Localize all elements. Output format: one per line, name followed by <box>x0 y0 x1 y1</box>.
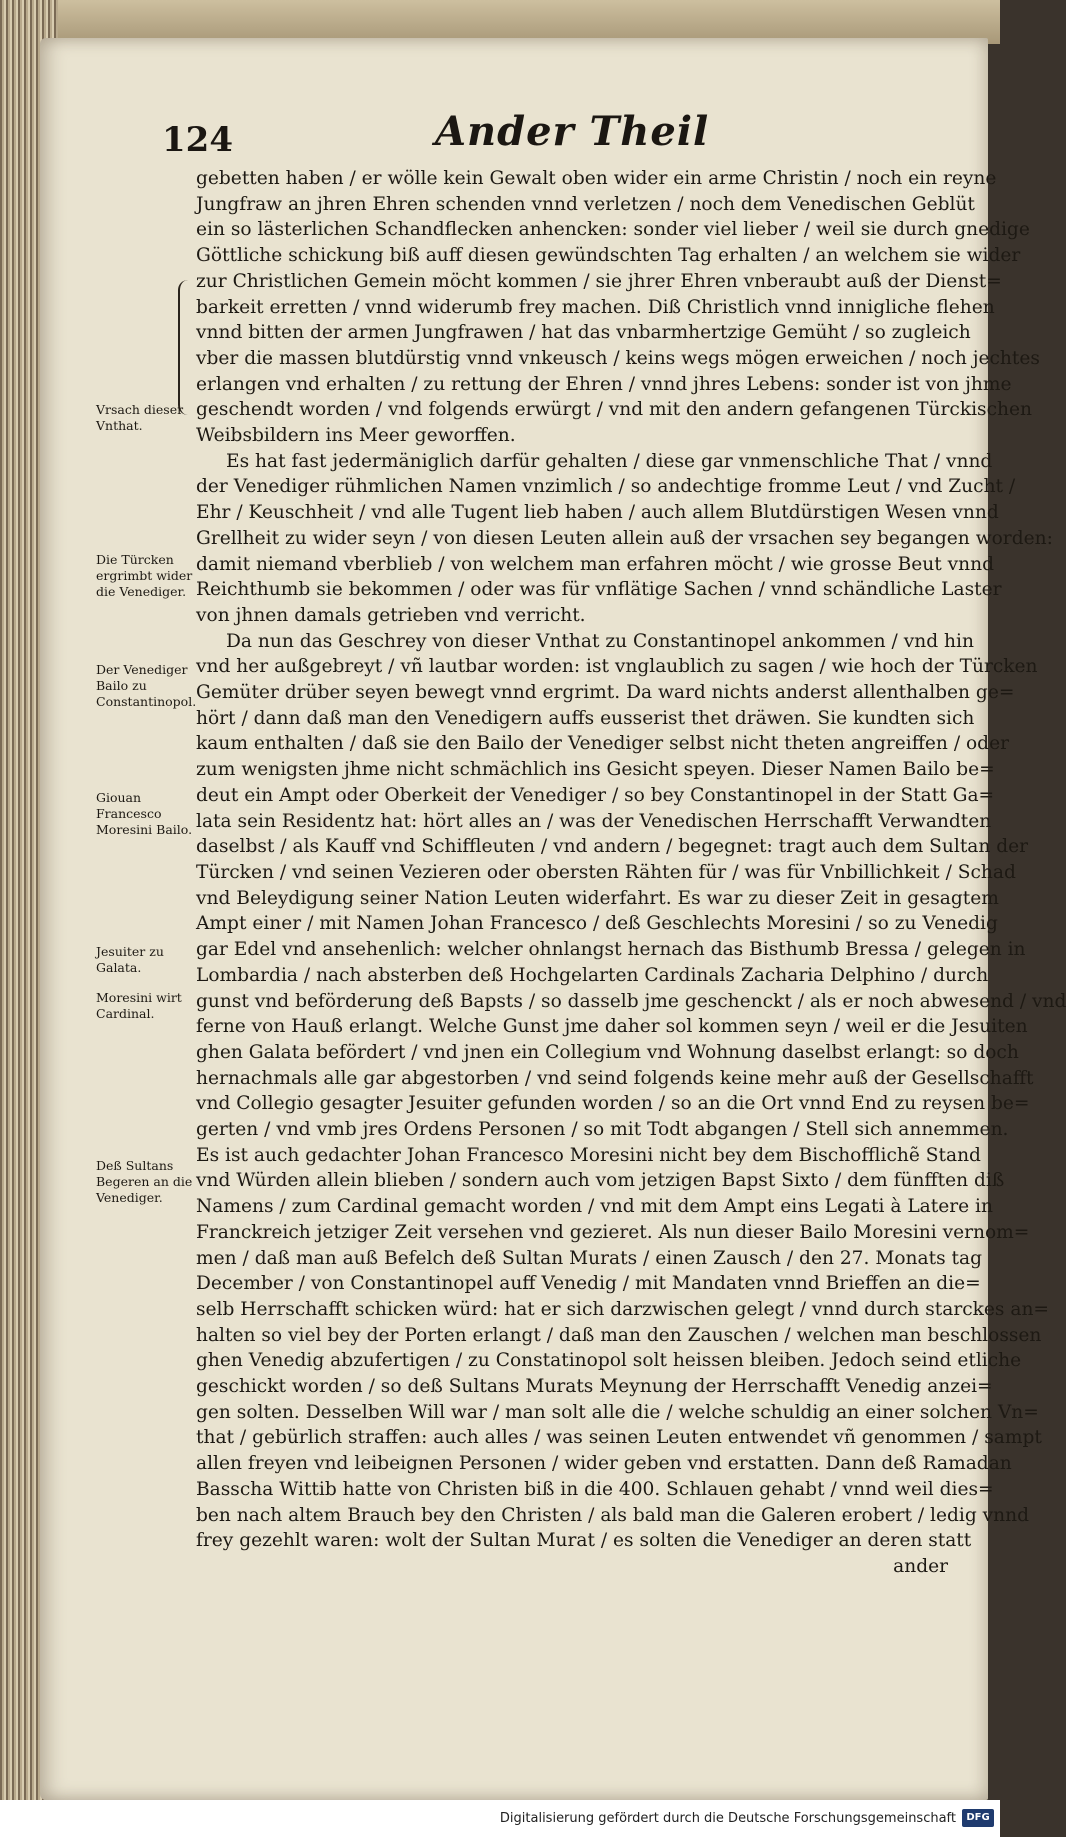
text-line: vnnd bitten der armen Jungfrawen / hat das vnbarmhertzige Gemüht / so zugleich <box>196 322 971 344</box>
text-line: Grellheit zu wider seyn / von diesen Leuten allein auß der vrsachen sey begangen worden: <box>196 527 1053 549</box>
text-line: gerten / vnd vmb jres Ordens Personen / so mit Todt abgangen / Stell sich annemmen. <box>196 1119 1009 1141</box>
text-line: Lombardia / nach absterben deß Hochgelarten Cardinals Zacharia Delphino / durch <box>196 964 989 986</box>
page-number: 124 <box>162 120 233 160</box>
text-line: that / gebürlich straffen: auch alles / was seinen Leuten entwendet vñ genommen / sampt <box>196 1427 1042 1449</box>
text-line: der Venediger rühmlichen Namen vnzimlich / so andechtige fromme Leut / vnd Zucht / <box>196 476 1016 498</box>
text-line: Jungfraw an jhren Ehren schenden vnnd verletzen / noch dem Venedischen Geblüt <box>196 193 975 215</box>
text-line: kaum enthalten / daß sie den Bailo der Venediger selbst nicht theten angreiffen / oder <box>196 733 1009 755</box>
text-line: von jhnen damals getrieben vnd verricht. <box>196 604 586 626</box>
text-line: barkeit erretten / vnnd widerumb frey machen. Diß Christlich vnnd innigliche flehen <box>196 296 995 318</box>
text-line: ghen Galata befördert / vnd jnen ein Collegium vnd Wohnung daselbst erlangt: so doch <box>196 1041 1019 1063</box>
text-line: halten so viel bey der Porten erlangt / daß man den Zauschen / welchen man beschlossen <box>196 1324 1042 1346</box>
marginal-note: Die Türcken ergrimbt wider die Venediger. <box>96 552 193 599</box>
text-line: Weibsbildern ins Meer geworffen. <box>196 425 516 447</box>
text-line: Gemüter drüber seyen bewegt vnnd ergrimt. Da ward nichts anderst allenthalben ge= <box>196 682 1015 704</box>
text-line: damit niemand vberblieb / von welchem man erfahren möcht / wie grosse Beut vnnd <box>196 553 994 575</box>
text-line: Ehr / Keuschheit / vnd alle Tugent lieb haben / auch allem Blutdürstigen Wesen vnnd <box>196 502 999 524</box>
text-line: gunst vnd beförderung deß Bapsts / so dasselb jme geschenckt / als er noch abwesend / vnd <box>196 990 1066 1012</box>
text-line: erlangen vnd erhalten / zu rettung der Ehren / vnnd jhres Lebens: sonder ist von jhme <box>196 373 1012 395</box>
text-line: lata sein Residentz hat: hört alles an / was der Venedischen Herrschafft Verwandten <box>196 810 992 832</box>
footer-credit: Digitalisierung gefördert durch die Deutsche Forschungsgemeinschaft <box>499 1811 956 1826</box>
marginal-note: Moresini wirt Cardinal. <box>96 990 182 1021</box>
text-line: selb Herrschafft schicken würd: hat er sich darzwischen gelegt / vnnd durch starckes an= <box>196 1298 1050 1320</box>
text-line: geschickt worden / so deß Sultans Murats Meynung der Herrschafft Venedig anzei= <box>196 1376 993 1398</box>
text-line: Es hat fast jedermäniglich darfür gehalten / diese gar vnmenschliche That / vnnd <box>226 450 993 472</box>
text-line: vber die massen blutdürstig vnnd vnkeusch / keins wegs mögen erweichen / noch jechtes <box>196 347 1040 369</box>
dfg-logo: DFG <box>962 1809 994 1827</box>
marginal-note: Jesuiter zu Galata. <box>96 944 164 975</box>
marginal-note: Deß Sultans Begeren an die Venediger. <box>96 1158 193 1205</box>
marginal-note: Vrsach dieser Vnthat. <box>96 402 184 433</box>
text-line: hört / dann daß man den Venedigern auffs eusserist thet dräwen. Sie kundten sich <box>196 707 975 729</box>
text-line: geschendt worden / vnd folgends erwürgt / vnd mit den andern gefangenen Türckischen <box>196 399 1032 421</box>
running-header: Ander Theil <box>435 108 710 155</box>
text-line: vnd her außgebreyt / vñ lautbar worden: ist vnglaublich zu sagen / wie hoch der Türcken <box>196 656 1038 678</box>
text-line: ghen Venedig abzufertigen / zu Constatinopol solt heissen bleiben. Jedoch seind etliche <box>196 1350 1022 1372</box>
text-line: December / von Constantinopel auff Venedig / mit Mandaten vnnd Brieffen an die= <box>196 1273 981 1295</box>
text-line: deut ein Ampt oder Oberkeit der Venediger / so bey Constantinopel in der Statt Ga= <box>196 784 995 806</box>
text-line: gen solten. Desselben Will war / man solt alle die / welche schuldig an einer solchen Vn= <box>196 1401 1039 1423</box>
text-line: Basscha Wittib hatte von Christen biß in die 400. Schlauen gehabt / vnnd weil dies= <box>196 1478 994 1500</box>
marginal-note: Der Venediger Bailo zu Constantinopol. <box>96 662 197 709</box>
text-line: ander <box>893 1555 948 1577</box>
text-line: zur Christlichen Gemein möcht kommen / sie jhrer Ehren vnberaubt auß der Dienst= <box>196 270 1002 292</box>
digitization-footer <box>0 1800 1000 1837</box>
text-line: ferne von Hauß erlangt. Welche Gunst jme daher sol kommen seyn / weil er die Jesuiten <box>196 1016 1028 1038</box>
text-line: ein so lästerlichen Schandflecken anhencken: sonder viel lieber / weil sie durch gnedige <box>196 219 1030 241</box>
text-line: vnd Beleydigung seiner Nation Leuten widerfahrt. Es war zu dieser Zeit in gesagtem <box>196 887 999 909</box>
text-line: Göttliche schickung biß auff diesen gewündschten Tag erhalten / an welchem sie wider <box>196 245 1021 267</box>
body-text <box>196 166 1066 1580</box>
text-line: gebetten haben / er wölle kein Gewalt oben wider ein arme Christin / noch ein reyne <box>196 168 997 189</box>
text-line: men / daß man auß Befelch deß Sultan Murats / einen Zausch / den 27. Monats tag <box>196 1247 982 1269</box>
text-line: Es ist auch gedachter Johan Francesco Moresini nicht bey dem Bischofflichẽ Stand <box>196 1144 981 1166</box>
text-line: hernachmals alle gar abgestorben / vnd seind folgends keine mehr auß der Gesellschafft <box>196 1067 1034 1089</box>
text-line: vnd Würden allein blieben / sondern auch vom jetzigen Bapst Sixto / dem fünfften diß <box>196 1170 1005 1192</box>
text-line: gar Edel vnd ansehenlich: welcher ohnlangst hernach das Bisthumb Bressa / gelegen in <box>196 939 1026 961</box>
text-line: Reichthumb sie bekommen / oder was für vnflätige Sachen / vnnd schändliche Laster <box>196 579 1002 601</box>
text-line: Namens / zum Cardinal gemacht worden / vnd mit dem Ampt eins Legati à Latere in <box>196 1196 993 1218</box>
text-line: Ampt einer / mit Namen Johan Francesco / deß Geschlechts Moresini / so zu Venedig <box>196 913 998 935</box>
text-line: Türcken / vnd seinen Vezieren oder obersten Rähten für / was für Vnbillichkeit / Schad <box>196 861 1016 883</box>
text-line: ben nach altem Brauch bey den Christen / als bald man die Galeren erobert / ledig vnnd <box>196 1504 1030 1526</box>
text-line: Da nun das Geschrey von dieser Vnthat zu Constantinopel ankommen / vnd hin <box>226 630 974 652</box>
text-line: Franckreich jetziger Zeit versehen vnd gezieret. Als nun dieser Bailo Moresini vernom= <box>196 1221 1030 1243</box>
text-line: vnd Collegio gesagter Jesuiter gefunden worden / so an die Ort vnnd End zu reysen be= <box>196 1093 1030 1115</box>
text-line: frey gezehlt waren: wolt der Sultan Murat / es solten die Venediger an deren statt <box>196 1530 972 1552</box>
margin-brace <box>178 280 190 415</box>
marginal-note: Giouan Francesco Moresini Bailo. <box>96 790 193 837</box>
text-line: daselbst / als Kauff vnd Schiffleuten / vnd andern / begegnet: tragt auch dem Sultan der <box>196 836 1029 858</box>
text-line: zum wenigsten jhme nicht schmächlich ins Gesicht speyen. Dieser Namen Bailo be= <box>196 759 995 781</box>
text-line: allen freyen vnd leibeignen Personen / wider geben vnd erstatten. Dann deß Ramadan <box>196 1453 1012 1475</box>
